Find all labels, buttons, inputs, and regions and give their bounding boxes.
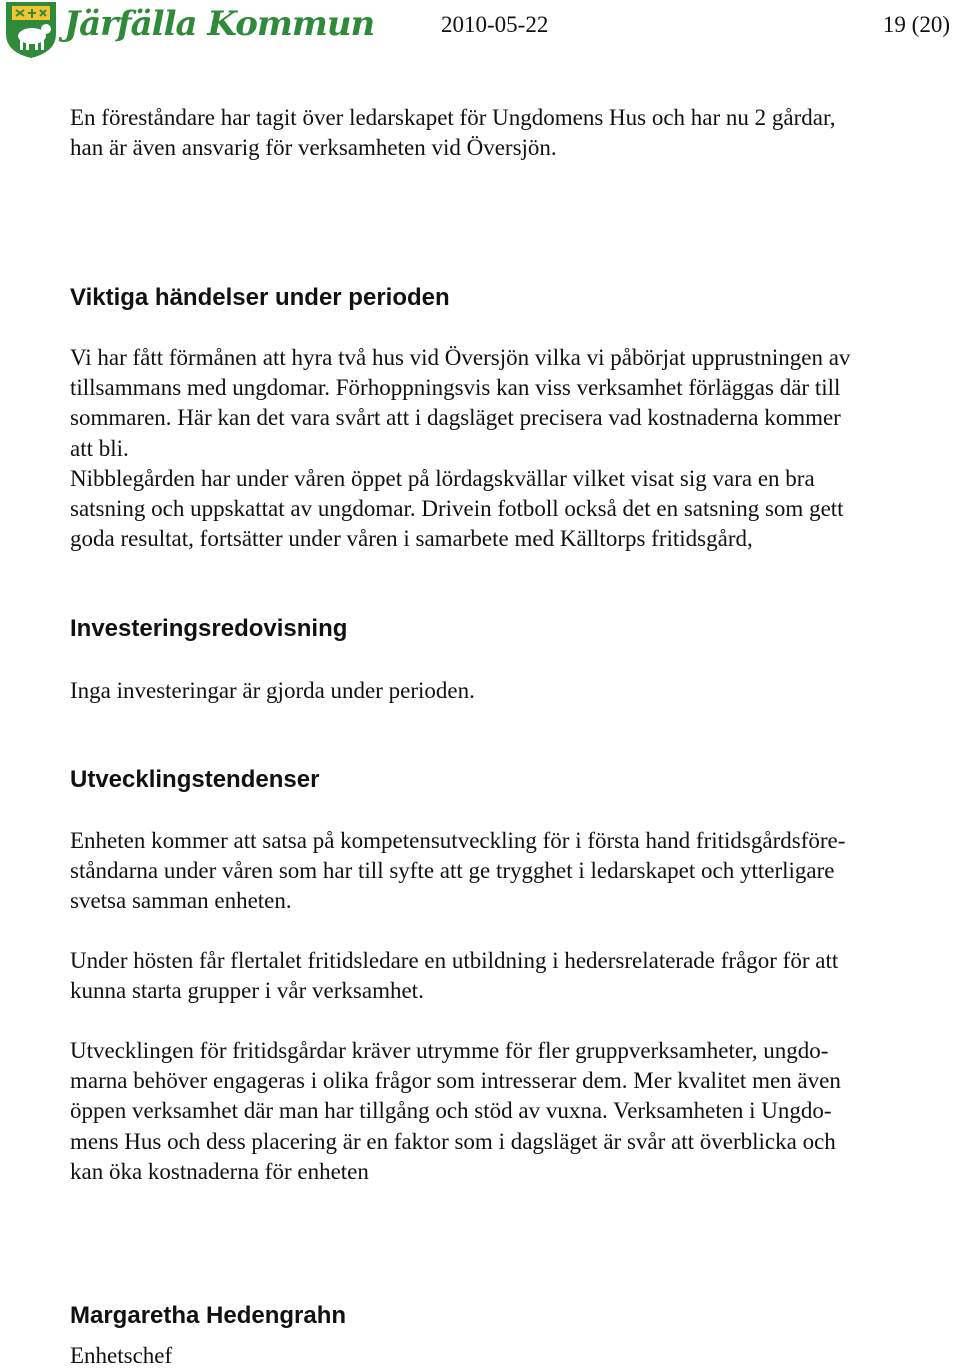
- events-paragraph: [70, 343, 955, 554]
- text-line: kunna starta grupper i vår verksamhet.: [70, 978, 424, 1004]
- logo-wordmark: Järfälla Kommun: [64, 4, 375, 44]
- municipality-logo: [2, 0, 375, 60]
- coat-of-arms-icon: [2, 0, 62, 60]
- text-line: Enhetschef: [70, 1343, 173, 1368]
- text-line: svetsa samman enheten.: [70, 888, 292, 914]
- section-heading-events: Viktiga händelser under perioden: [70, 284, 450, 311]
- development-paragraph-2: [70, 946, 955, 1006]
- text-line: Under hösten får flertalet fritidsledare en utbildning i hedersrelaterade frågor för att: [70, 948, 839, 973]
- text-line: att bli.: [70, 435, 129, 461]
- text-line: Enheten kommer att satsa på kompetensutveckling för i första hand fritidsgårdsföre-: [70, 828, 846, 853]
- text-line: goda resultat, fortsätter under våren i samarbete med Källtorps fritidsgård,: [70, 526, 753, 552]
- text-line: sommaren. Här kan det vara svårt att i dagsläget precisera vad kostnaderna kommer: [70, 405, 841, 431]
- text-line: Utvecklingen för fritidsgårdar kräver utrymme för fler gruppverksamheter, ungdo-: [70, 1038, 829, 1063]
- text-line: mens Hus och dess placering är en faktor som i dagsläget är svår att överblicka och: [70, 1128, 836, 1154]
- text-line: Inga investeringar är gjorda under perioden.: [70, 678, 475, 703]
- text-line: En föreståndare har tagit över ledarskapet för Ungdomens Hus och har nu 2 gårdar,: [70, 105, 836, 130]
- text-line: Nibblegården har under våren öppet på lördagskvällar vilket visat sig vara en bra: [70, 465, 815, 491]
- signature-title: [70, 1341, 955, 1371]
- text-line: Vi har fått förmånen att hyra två hus vid Översjön vilka vi påbörjat upprustningen av: [70, 345, 851, 370]
- text-line: ståndarna under våren som har till syfte att ge trygghet i ledarskapet och ytterligare: [70, 858, 835, 884]
- document-date: 2010-05-22: [441, 12, 549, 37]
- page-number: 19 (20): [882, 12, 950, 37]
- text-line: öppen verksamhet där man har tillgång och stöd av vuxna. Verksamheten i Ungdo-: [70, 1098, 832, 1124]
- section-heading-development: Utvecklingstendenser: [70, 766, 320, 793]
- text-line: kan öka kostnaderna för enheten: [70, 1158, 369, 1184]
- text-line: tillsammans med ungdomar. Förhoppningsvis kan viss verksamhet förläggas där till: [70, 375, 841, 401]
- signature-name: Margaretha Hedengrahn: [70, 1302, 347, 1329]
- development-paragraph-1: [70, 826, 955, 917]
- text-line: han är även ansvarig för verksamheten vid Översjön.: [70, 135, 557, 161]
- text-line: marna behöver engageras i olika frågor som intresserar dem. Mer kvalitet men även: [70, 1068, 841, 1094]
- intro-paragraph: [70, 103, 955, 163]
- investments-paragraph: [70, 676, 955, 706]
- development-paragraph-3: [70, 1036, 955, 1187]
- text-line: satsning och uppskattat av ungdomar. Drivein fotboll också det en satsning som gett: [70, 496, 844, 522]
- section-heading-investments: Investeringsredovisning: [70, 615, 348, 642]
